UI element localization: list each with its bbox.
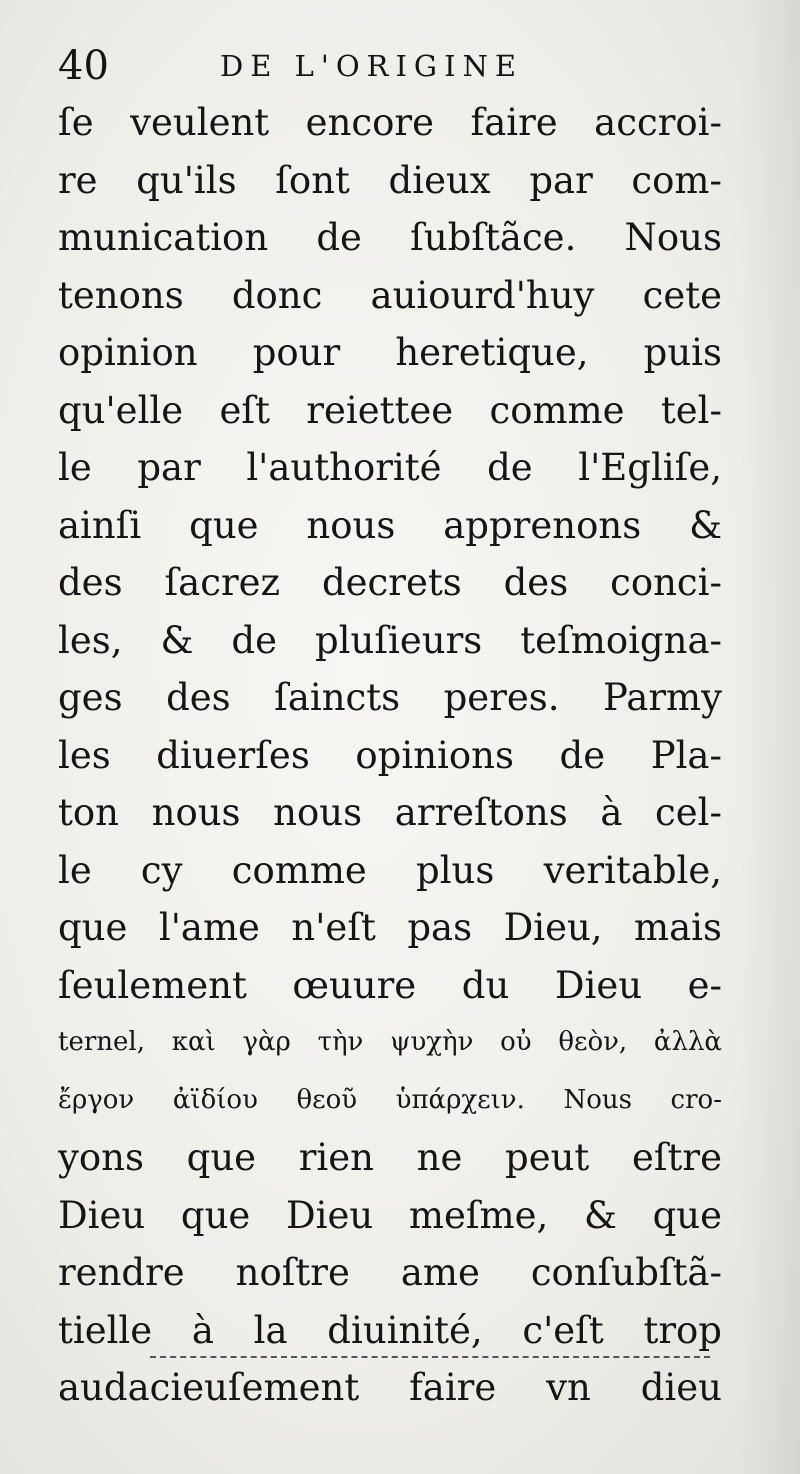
text-line: le cy comme plus veritable, [58,848,722,892]
text-line: tielle à la diuinité, c'eſt trop [58,1308,722,1352]
text-line-greek: ἔργον ἀϊδίου θεοῦ ὑπάρχειν. Nous cro- [58,1084,722,1115]
body-text [58,94,722,1417]
page-number: 40 [58,43,109,89]
text-line: les diuerſes opinions de Pla- [58,733,722,777]
text-line: audacieuſement faire vn dieu [58,1366,722,1409]
text-line: rendre noſtre ame conſubſtã- [58,1251,722,1294]
text-line: munication de ſubſtãce. Nous [58,216,722,259]
text-line: yons que rien ne peut eſtre [58,1136,722,1179]
text-line: les, & de pluſieurs teſmoigna- [58,618,722,662]
running-title: DE L'ORIGINE [220,49,524,83]
text-line: des ſacrez decrets des conci- [58,561,722,604]
text-line: que l'ame n'eſt pas Dieu, mais [58,906,722,949]
text-line: ton nous nous arreſtons à cel- [58,791,722,834]
text-line: ſeulement œuure du Dieu e- [58,963,722,1007]
page-bottom-rule [150,1356,710,1358]
page-header [58,38,718,94]
text-line: tenons donc auiourd'huy cete [58,273,722,317]
text-line: opinion pour heretique, puis [58,331,722,374]
text-line-greek: ternel, καὶ γὰρ τὴν ψυχὴν οὐ θεὸν, ἀλλὰ [58,1027,722,1057]
text-line: ainſi que nous apprenons & [58,503,722,547]
text-line: le par l'authorité de l'Egliſe, [58,446,722,489]
text-line: re qu'ils ſont dieux par com- [58,158,722,202]
text-line: ſe veulent encore faire accroi- [58,101,722,144]
text-line: ges des ſaincts peres. Parmy [58,676,722,719]
text-line: qu'elle eſt reiettee comme tel- [58,388,722,432]
text-line: Dieu que Dieu meſme, & que [58,1193,722,1237]
